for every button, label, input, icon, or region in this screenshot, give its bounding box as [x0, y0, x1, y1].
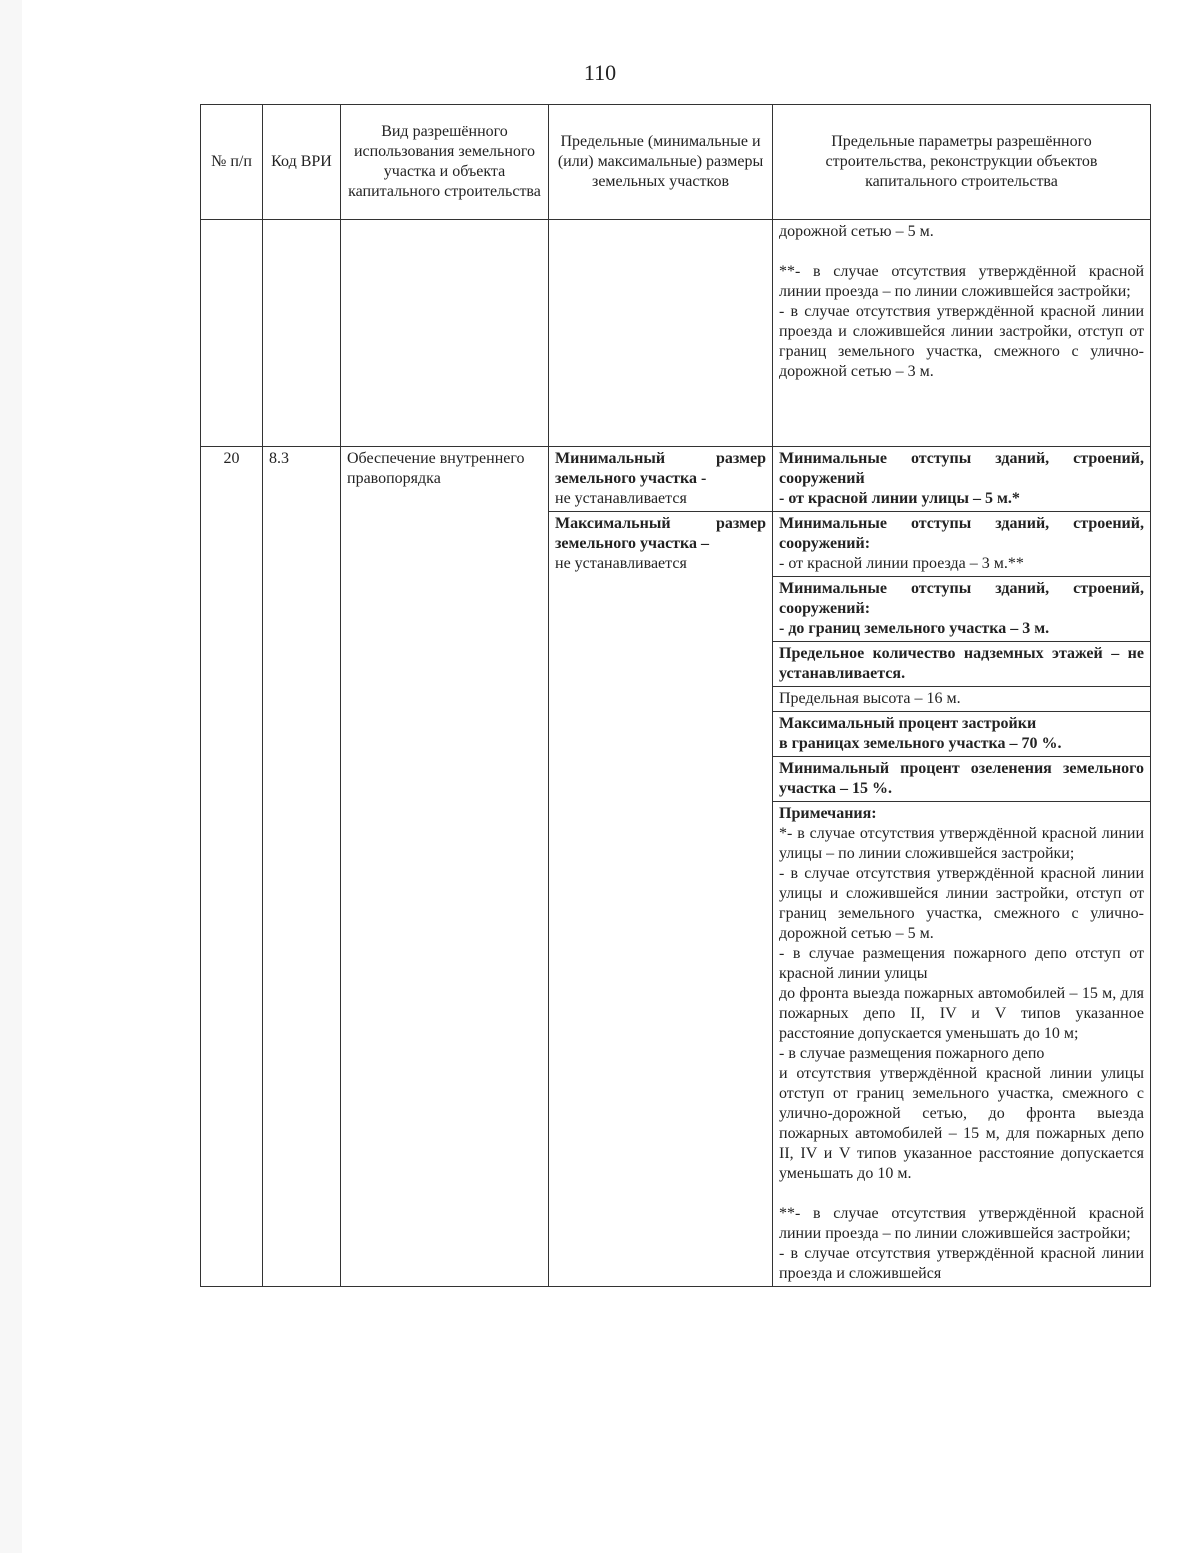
notes-title: Примечания:: [779, 805, 877, 822]
plot-size-min-value: не устанавливается: [555, 490, 687, 507]
cell-empty: [263, 220, 341, 447]
plot-size-min-title: Минимальный размер земельного участка -: [555, 450, 766, 487]
table-row-20: [201, 447, 1151, 512]
param-title: Минимальные отступы зданий, строений, сооружений:: [779, 580, 1144, 617]
header-num: № п/п: [201, 105, 263, 220]
param-text: в границах земельного участка – 70 %.: [779, 735, 1062, 752]
param-building-coverage: [773, 712, 1151, 757]
header-use-type: Вид разрешённого использования земельного участка и объекта капитального строительства: [341, 105, 549, 220]
note-line: до фронта выезда пожарных автомобилей – 15 м, для пожарных депо II, IV и V типов указанное расстояние допускается уменьшать до 10 м;: [779, 985, 1144, 1042]
plot-size-min: [549, 447, 773, 512]
cell-empty: [201, 220, 263, 447]
param-text: Максимальный процент застройки: [779, 715, 1037, 732]
param-value: - до границ земельного участка – 3 м.: [779, 620, 1050, 637]
note-line: *- в случае отсутствия утверждённой красной линии улицы – по линии сложившейся застройки;: [779, 825, 1144, 862]
header-code: Код ВРИ: [263, 105, 341, 220]
header-plot-sizes: Предельные (минимальные и (или) максимальные) размеры земельных участков: [549, 105, 773, 220]
note-line: **- в случае отсутствия утверждённой красной линии проезда – по линии сложившейся застройки;: [779, 1205, 1144, 1242]
cell-continued-notes: [773, 220, 1151, 447]
page-number: 110: [583, 60, 617, 85]
header-row: [201, 105, 1151, 220]
row-number: 20: [201, 447, 263, 1287]
note-line: **- в случае отсутствия утверждённой красной линии проезда – по линии сложившейся застройки;: [779, 263, 1144, 300]
param-title: Минимальные отступы зданий, строений, сооружений:: [779, 515, 1144, 552]
param-setback-driveway: [773, 512, 1151, 577]
plot-size-max-value: не устанавливается: [555, 555, 687, 572]
header-parameters: Предельные параметры разрешённого строительства, реконструкции объектов капитального строительства: [773, 105, 1151, 220]
param-floors: Предельное количество надземных этажей – не устанавливается.: [773, 642, 1151, 687]
plot-size-max: [549, 512, 773, 1287]
note-line: - в случае отсутствия утверждённой красной линии проезда и сложившейся: [779, 1245, 1144, 1282]
param-setback-street: [773, 447, 1151, 512]
param-notes: [773, 802, 1151, 1287]
note-line: дорожной сетью – 5 м.: [779, 223, 934, 240]
note-line: - в случае размещения пожарного депо отступ от красной линии улицы: [779, 945, 1144, 982]
param-height: Предельная высота – 16 м.: [773, 687, 1151, 712]
param-greening: Минимальный процент озеленения земельного участка – 15 %.: [773, 757, 1151, 802]
vri-code: 8.3: [263, 447, 341, 1287]
use-type-name: Обеспечение внутреннего правопорядка: [341, 447, 549, 1287]
zoning-table: [200, 104, 1151, 1287]
note-line: - в случае размещения пожарного депо: [779, 1045, 1045, 1062]
param-value: - от красной линии улицы – 5 м.*: [779, 490, 1020, 507]
spacer: [779, 242, 1144, 262]
cell-empty: [341, 220, 549, 447]
param-setback-boundary: [773, 577, 1151, 642]
spacer: [779, 1184, 1144, 1204]
note-line: и отсутствия утверждённой красной линии улицы отступ от границ земельного участка, смежного с улично-дорожной сетью, до фронта выезда пожарных автомобилей – 15 м, для пожарных депо II, IV и V типов указанное расстояние допускается уменьшать до 10 м.: [779, 1065, 1144, 1182]
table-row-continued: [201, 220, 1151, 447]
param-value: - от красной линии проезда – 3 м.**: [779, 555, 1024, 572]
note-line: - в случае отсутствия утверждённой красной линии проезда и сложившейся линии застройки, отступ от границ земельного участка, смежного с улично-дорожной сетью – 3 м.: [779, 303, 1144, 380]
note-line: - в случае отсутствия утверждённой красной линии улицы и сложившейся линии застройки, отступ от границ земельного участка, смежного с улично-дорожной сетью – 5 м.: [779, 865, 1144, 942]
param-title: Минимальные отступы зданий, строений, сооружений: [779, 450, 1144, 487]
scan-margin: [0, 0, 22, 1553]
plot-size-max-title: Максимальный размер земельного участка –: [555, 515, 766, 552]
cell-empty: [549, 220, 773, 447]
